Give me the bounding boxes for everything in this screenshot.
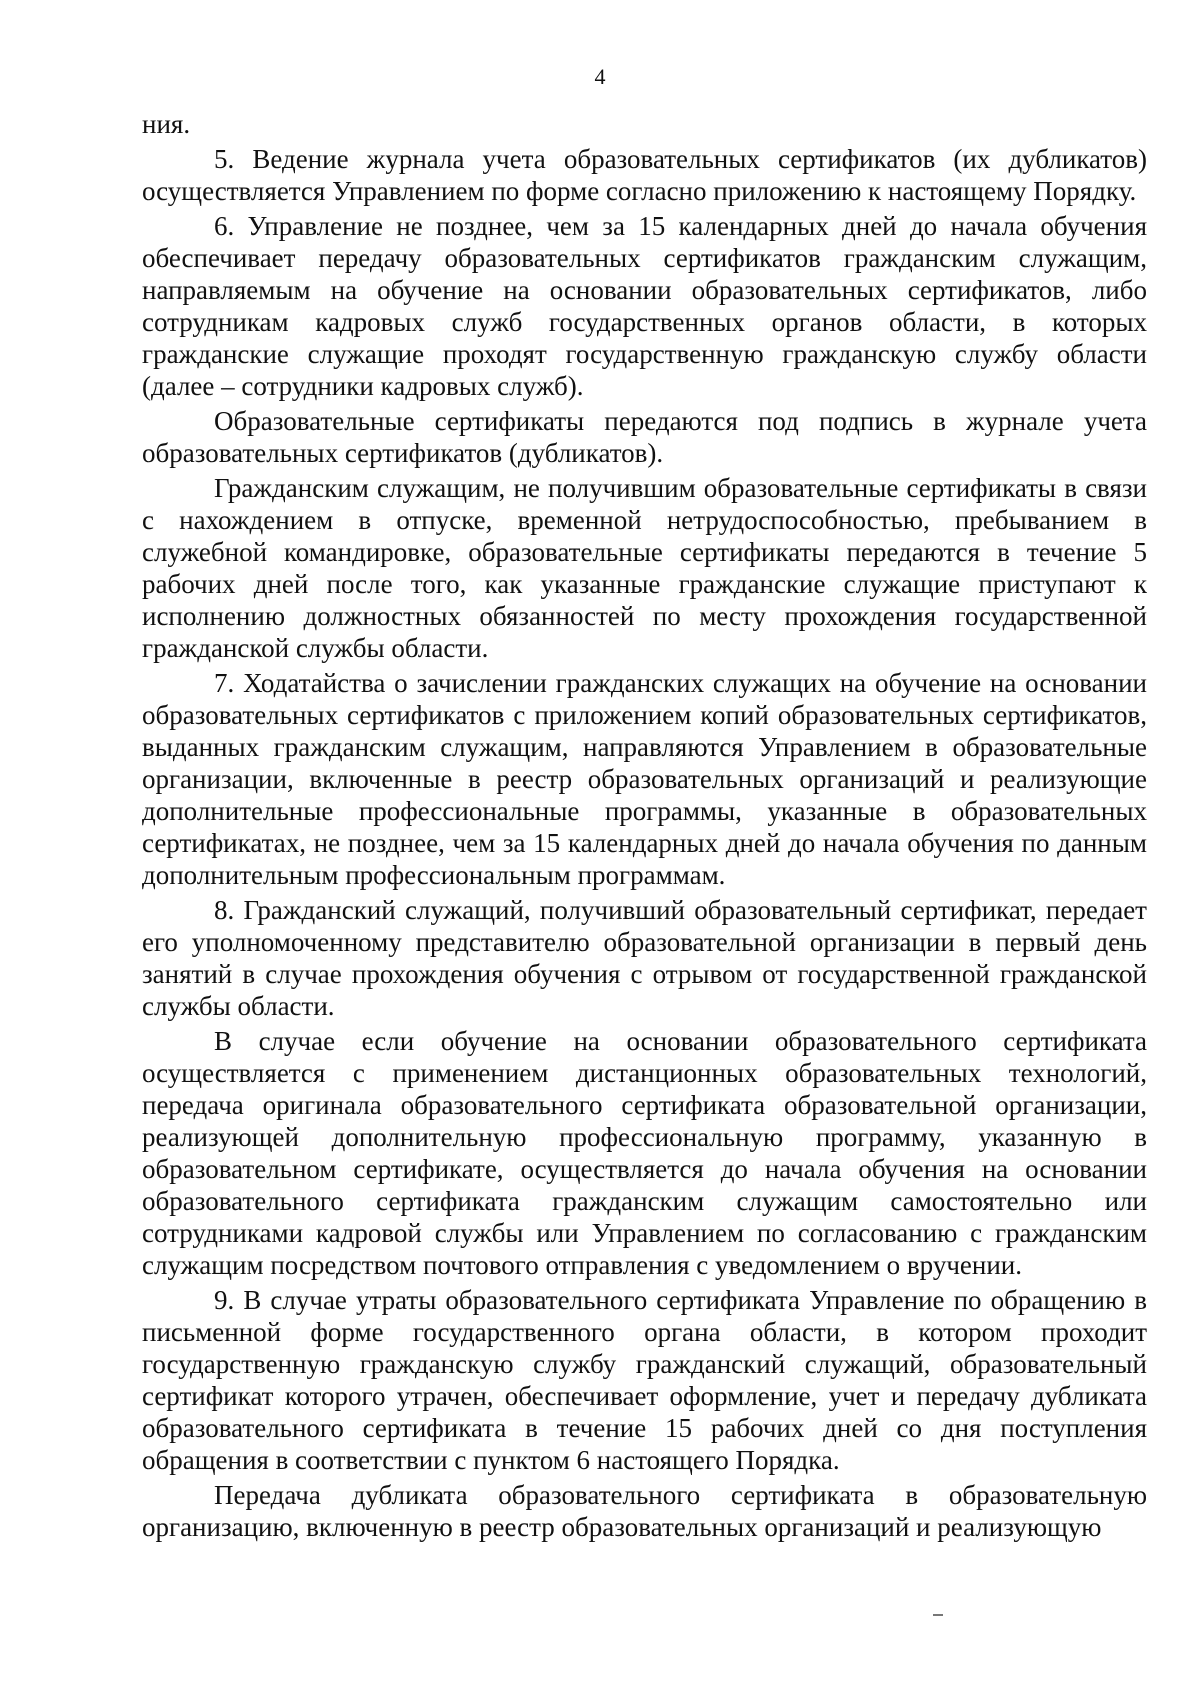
paragraph-continuation: ния. <box>142 109 191 139</box>
paragraph-item-8: 8. Гражданский служащий, получивший образовательный сертификат, передает его уполномоченному представителю образовательной организации в первый день занятий в случае прохождения обучения с отрывом от государственной гражданской службы области. <box>142 895 1147 1021</box>
paragraph-signature-note: Образовательные сертификаты передаются под подпись в журнале учета образовательных сертификатов (дубликатов). <box>142 406 1147 468</box>
document-body <box>142 108 1147 1546</box>
paragraph-remote-learning: В случае если обучение на основании образовательного сертификата осуществляется с применением дистанционных образовательных технологий, передача оригинала образовательного сертификата образовательной организации, реализующей дополнительную профессиональную программу, указанную в образовательном сертификате, осуществляется до начала обучения на основании образовательного сертификата гражданским служащим самостоятельно или сотрудниками кадровой службы или Управлением по согласованию с гражданским служащим посредством почтового отправления с уведомлением о вручении. <box>142 1026 1147 1280</box>
page-number: 4 <box>594 64 606 89</box>
paragraph-absent-employees: Гражданским служащим, не получившим образовательные сертификаты в связи с нахождением в отпуске, временной нетрудоспособностью, пребыванием в служебной командировке, образовательные сертификаты передаются в течение 5 рабочих дней после того, как указанные гражданские служащие приступают к исполнению должностных обязанностей по месту прохождения государственной гражданской службы области. <box>142 473 1147 663</box>
paragraph-item-5: 5. Ведение журнала учета образовательных сертификатов (их дубликатов) осуществляется Управлением по форме согласно приложению к настоящему Порядку. <box>142 144 1147 206</box>
paragraph-item-6: 6. Управление не позднее, чем за 15 календарных дней до начала обучения обеспечивает передачу образовательных сертификатов гражданским служащим, направляемым на обучение на основании образовательных сертификатов, либо сотрудникам кадровых служб государственных органов области, в которых гражданские служащие проходят государственную гражданскую службу области (далее – сотрудники кадровых служб). <box>142 211 1147 401</box>
paragraph-item-9: 9. В случае утраты образовательного сертификата Управление по обращению в письменной форме государственного органа области, в котором проходит государственную гражданскую службу гражданский служащий, образовательный сертификат которого утрачен, обеспечивает оформление, учет и передачу дубликата образовательного сертификата в течение 15 рабочих дней со дня поступления обращения в соответствии с пунктом 6 настоящего Порядка. <box>142 1285 1147 1475</box>
paragraph-duplicate-transfer: Передача дубликата образовательного сертификата в образовательную организацию, включенную в реестр образовательных организаций и реализующую <box>142 1480 1147 1542</box>
paragraph-item-7: 7. Ходатайства о зачислении гражданских служащих на обучение на основании образовательных сертификатов с приложением копий образовательных сертификатов, выданных гражданским служащим, направляются Управлением в образовательные организации, включенные в реестр образовательных организаций и реализующие дополнительные профессиональные программы, указанные в образовательных сертификатах, не позднее, чем за 15 календарных дней до начала обучения по данным дополнительным профессиональным программам. <box>142 668 1147 890</box>
scan-artifact-mark <box>933 1614 943 1616</box>
